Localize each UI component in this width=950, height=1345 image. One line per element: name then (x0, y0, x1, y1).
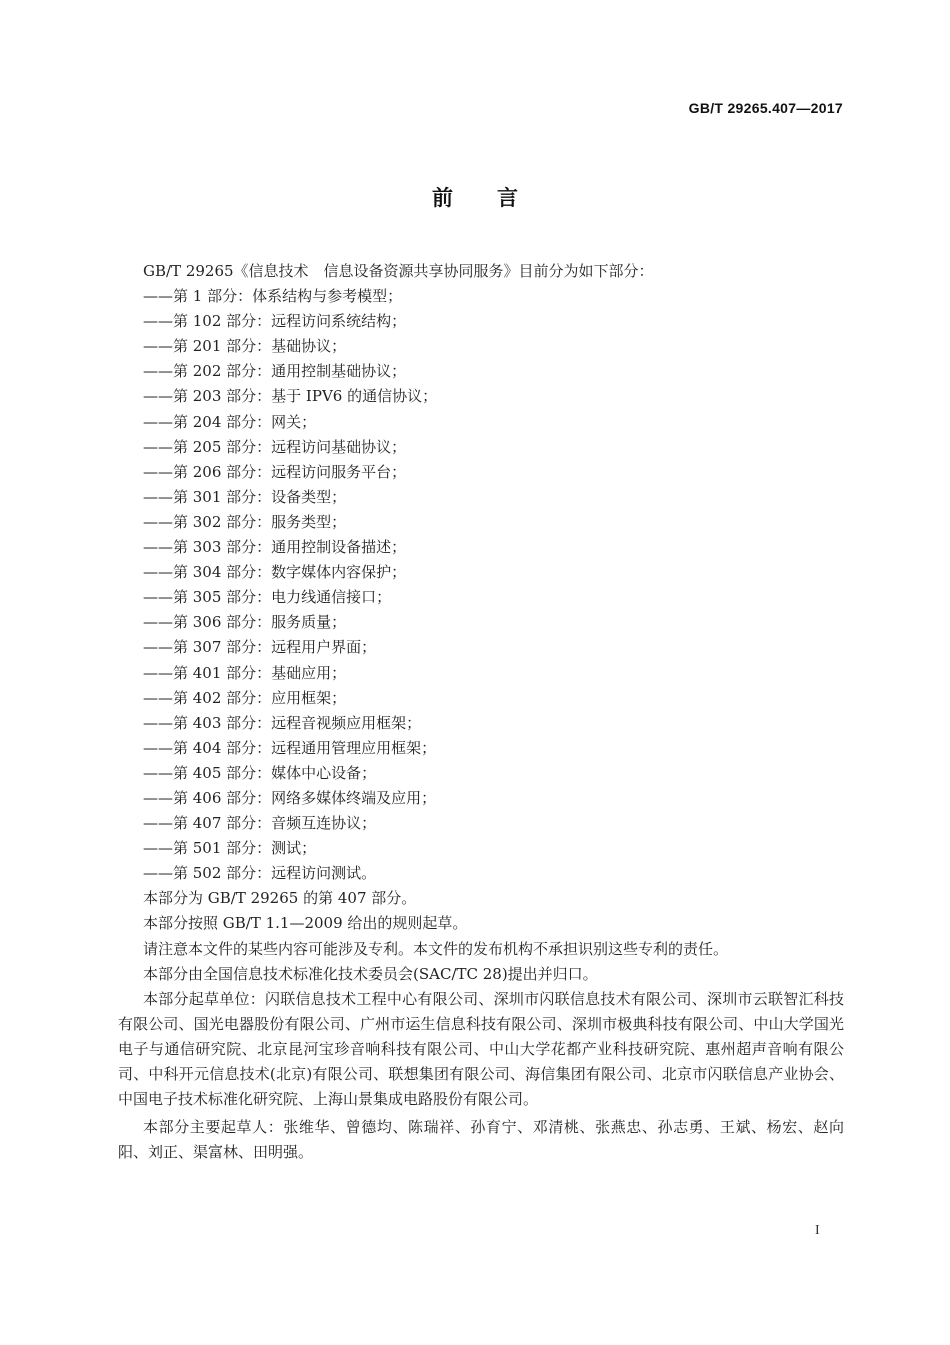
list-item: ——第 306 部分：服务质量； (143, 613, 347, 632)
list-item: ——第 205 部分：远程访问基础协议； (143, 437, 407, 456)
parts-list (118, 284, 844, 886)
list-item: ——第 1 部分：体系结构与参考模型； (143, 287, 403, 306)
list-item: ——第 405 部分：媒体中心设备； (143, 763, 377, 782)
list-item: ——第 403 部分：远程音视频应用框架； (143, 713, 422, 732)
list-item: ——第 401 部分：基础应用； (143, 663, 347, 682)
paragraph: 请注意本文件的某些内容可能涉及专利。本文件的发布机构不承担识别这些专利的责任。 (143, 939, 729, 958)
standard-code: GB/T 29265.407—2017 (688, 100, 843, 116)
list-item: ——第 303 部分：通用控制设备描述； (143, 538, 407, 557)
drafting-units: 本部分起草单位：闪联信息技术工程中心有限公司、深圳市闪联信息技术有限公司、深圳市云联智汇科技有限公司、国光电器股份有限公司、广州市运生信息科技有限公司、深圳市极典科技有限公司、中山大学国光电子与通信研究院、北京昆河宝珍音响科技有限公司、中山大学花都产业科技研究院、惠州超声音响有限公司、中科开元信息技术(北京)有限公司、联想集团有限公司、海信集团有限公司、北京市闪联信息产业协会、中国电子技术标准化研究院、上海山景集成电路股份有限公司。 (118, 989, 844, 1109)
drafters: 本部分主要起草人：张维华、曾德均、陈瑞祥、孙育宁、邓清桃、张燕忠、孙志勇、王斌、杨宏、赵向阳、刘正、渠富林、田明强。 (118, 1118, 844, 1162)
list-item: ——第 406 部分：网络多媒体终端及应用； (143, 788, 437, 807)
paragraph: 本部分由全国信息技术标准化技术委员会(SAC/TC 28)提出并归口。 (143, 964, 598, 983)
list-item: ——第 305 部分：电力线通信接口； (143, 588, 392, 607)
list-item: ——第 206 部分：远程访问服务平台； (143, 462, 407, 481)
list-item: ——第 502 部分：远程访问测试。 (143, 864, 377, 883)
page-title: 前言 (432, 186, 562, 210)
foreword-body (118, 259, 844, 1165)
list-item: ——第 501 部分：测试； (143, 839, 317, 858)
list-item: ——第 201 部分：基础协议； (143, 337, 347, 356)
paragraph: 本部分为 GB/T 29265 的第 407 部分。 (143, 889, 417, 908)
intro-text: GB/T 29265《信息技术 信息设备资源共享协同服务》目前分为如下部分： (143, 262, 654, 280)
list-item: ——第 304 部分：数字媒体内容保护； (143, 563, 407, 582)
list-item: ——第 102 部分：远程访问系统结构； (143, 312, 407, 331)
list-item: ——第 302 部分：服务类型； (143, 512, 347, 531)
list-item: ——第 307 部分：远程用户界面； (143, 638, 377, 657)
list-item: ——第 301 部分：设备类型； (143, 487, 347, 506)
list-item: ——第 407 部分：音频互连协议； (143, 814, 377, 833)
page-number: I (815, 1223, 820, 1238)
list-item: ——第 202 部分：通用控制基础协议； (143, 362, 407, 381)
list-item: ——第 404 部分：远程通用管理应用框架； (143, 738, 437, 757)
list-item: ——第 204 部分：网关； (143, 412, 317, 431)
paragraph: 本部分按照 GB/T 1.1—2009 给出的规则起草。 (143, 914, 468, 933)
list-item: ——第 203 部分：基于 IPV6 的通信协议； (143, 387, 438, 406)
list-item: ——第 402 部分：应用框架； (143, 688, 347, 707)
